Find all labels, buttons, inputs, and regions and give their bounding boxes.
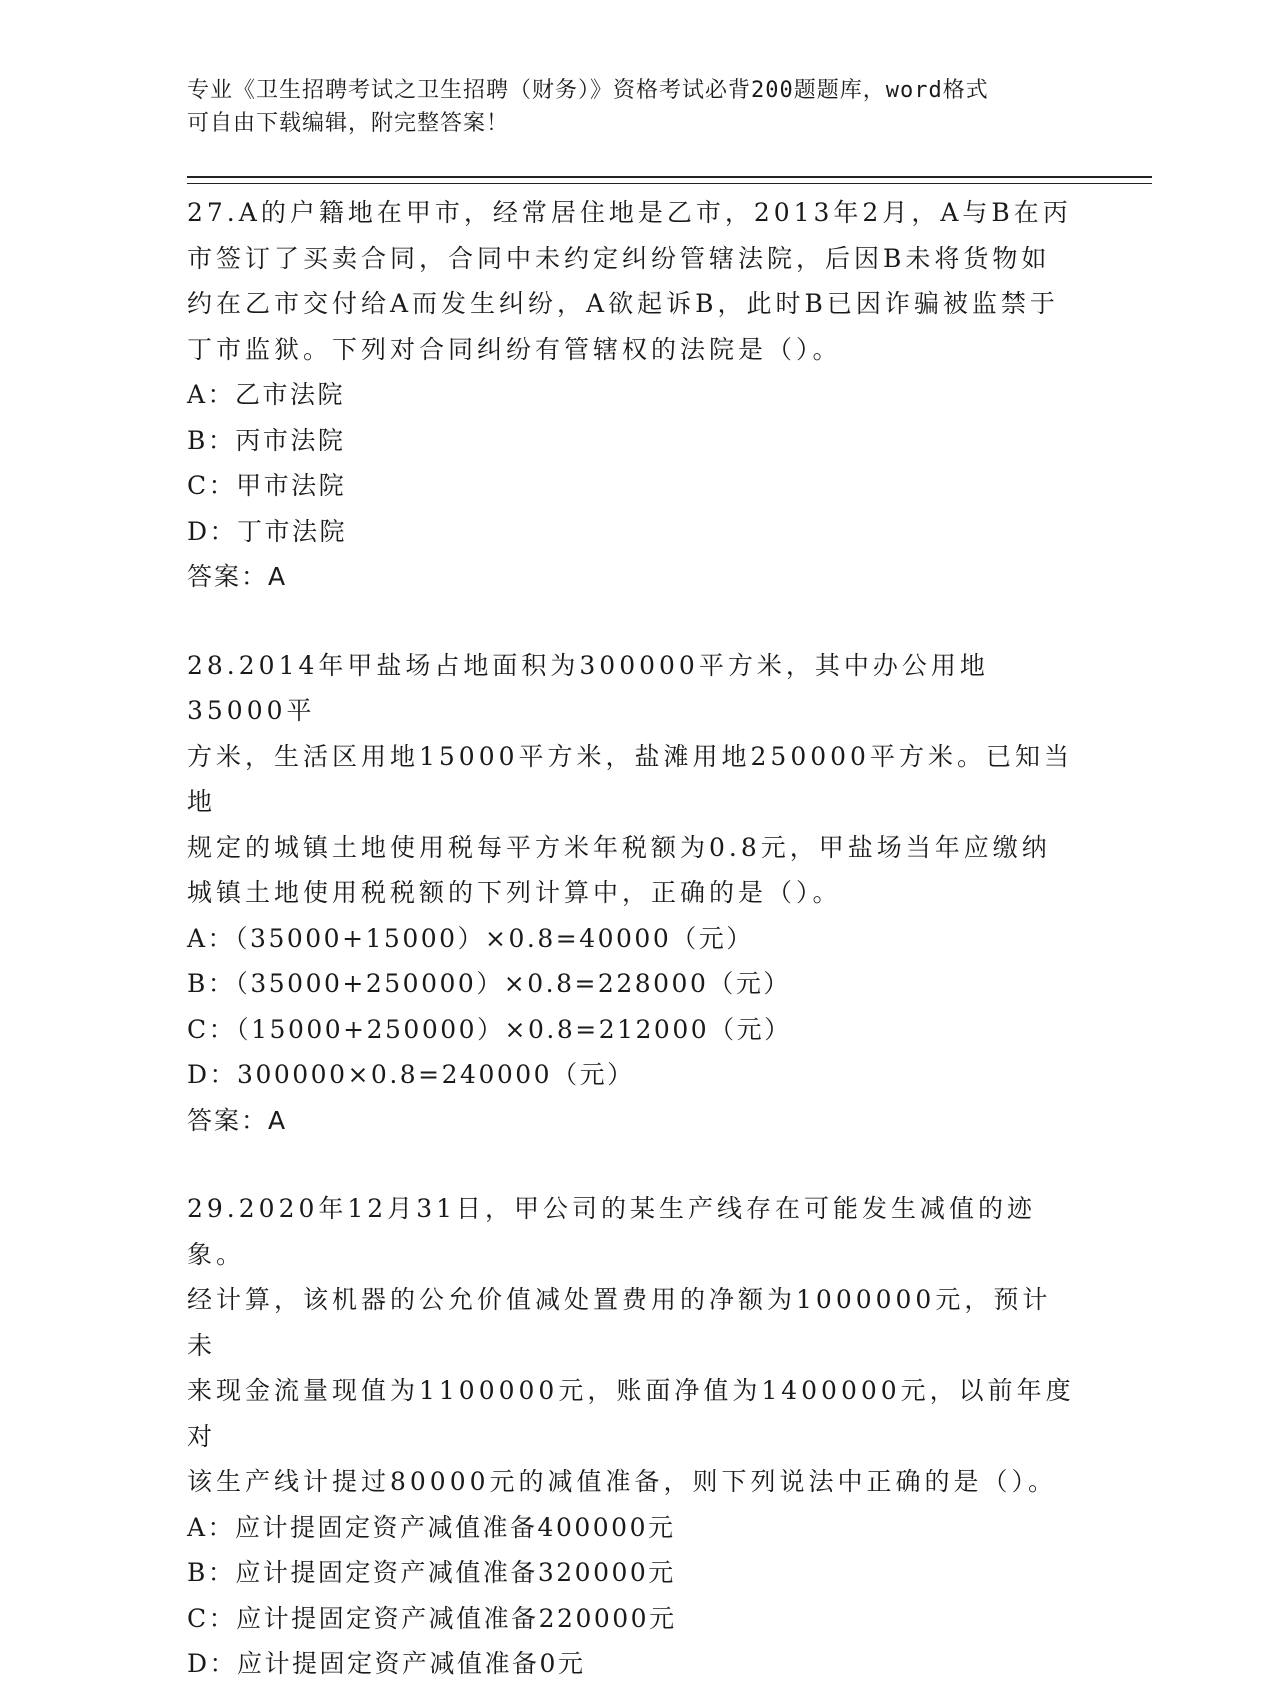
document-header [187,74,1067,140]
question-stem-line: 经计算，该机器的公允价值减处置费用的净额为1000000元，预计未 [187,1285,1052,1360]
option-d: D：丁市法院 [187,516,348,546]
question-stem-line: 29.2020年12月31日，甲公司的某生产线存在可能发生减值的迹象。 [187,1194,1037,1269]
question-stem-line: 该生产线计提过80000元的减值准备，则下列说法中正确的是（）。 [187,1467,1058,1496]
question-stem-line: 方米，生活区用地15000平方米，盐滩用地250000平方米。已知当地 [187,741,1073,816]
header-divider-thin [187,183,1152,184]
question-28 [187,643,1077,1144]
question-27 [187,190,1077,600]
header-line-2: 可自由下载编辑，附完整答案！ [187,111,510,136]
question-stem-line: 来现金流量现值为1100000元，账面净值为1400000元，以前年度对 [187,1376,1075,1451]
option-d: D：应计提固定资产减值准备0元 [187,1649,586,1678]
option-c: C：应计提固定资产减值准备220000元 [187,1603,677,1633]
option-b: B：丙市法院 [187,425,346,455]
header-line-1: 专业《卫生招聘考试之卫生招聘（财务）》资格考试必背200题题库，word格式 [187,78,989,103]
answer-line: 答案：A [187,562,288,591]
question-list [187,190,1077,1687]
question-stem-line: 市签订了买卖合同，合同中未约定纠纷管辖法院，后因B未将货物如 [187,243,1051,273]
question-stem-line: 城镇土地使用税税额的下列计算中，正确的是（）。 [187,878,842,907]
option-a: A：（35000+15000）×0.8=40000（元） [187,923,754,953]
question-stem-line: 规定的城镇土地使用税每平方米年税额为0.8元，甲盐场当年应缴纳 [187,832,1051,862]
option-d: D：300000×0.8=240000（元） [187,1060,635,1089]
option-a: A：乙市法院 [187,380,346,409]
option-a: A：应计提固定资产减值准备400000元 [187,1512,676,1542]
question-stem-line: 丁市监狱。下列对合同纠纷有管辖权的法院是（）。 [187,334,842,364]
header-divider-thick [187,176,1152,178]
question-stem-line: 28.2014年甲盐场占地面积为300000平方米，其中办公用地35000平 [187,650,989,725]
option-b: B：（35000+250000）×0.8=228000（元） [187,969,791,998]
option-b: B：应计提固定资产减值准备320000元 [187,1558,676,1587]
question-stem-line: 约在乙市交付给A而发生纠纷，A欲起诉B，此时B已因诈骗被监禁于 [187,289,1059,318]
option-c: C：（15000+250000）×0.8=212000（元） [187,1014,792,1044]
question-stem-line: 27.A的户籍地在甲市，经常居住地是乙市，2013年2月，A与B在丙 [187,198,1072,227]
question-spacer [187,1143,1077,1186]
answer-line: 答案：A [187,1105,288,1135]
question-spacer [187,600,1077,643]
question-29 [187,1186,1077,1687]
option-c: C：甲市法院 [187,471,347,500]
